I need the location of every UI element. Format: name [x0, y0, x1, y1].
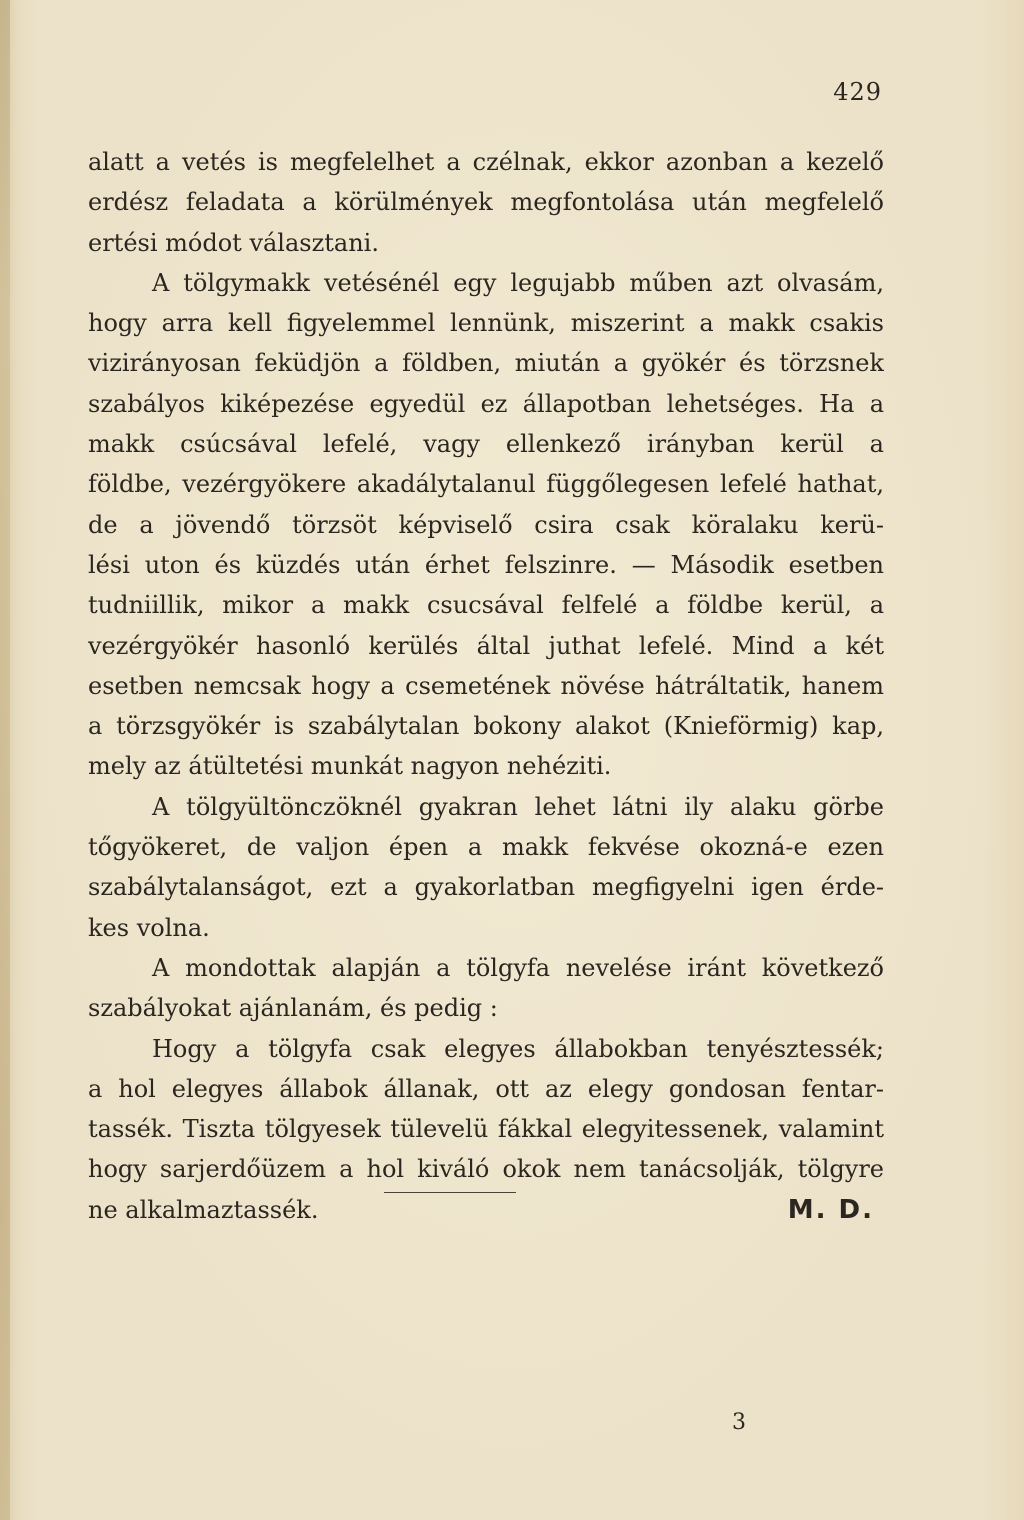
text-line: hogy sarjerdőüzem a hol kiváló okok nem tanácsolják, tölgyre	[88, 1155, 884, 1184]
text-line: tudniillik, mikor a makk csucsával felfelé a földbe kerül, a	[88, 591, 884, 620]
text-line: szabályokat ajánlanám, és pedig :	[88, 994, 498, 1023]
text-line	[88, 1190, 884, 1230]
text-line: földbe, vezérgyökere akadálytalanul függőlegesen lefelé hathat,	[88, 470, 884, 499]
text-line: vezérgyökér hasonló kerülés által juthat lefelé. Mind a két	[88, 631, 884, 660]
text-line: erdész feladata a körülmények megfontolása után megfelelő	[88, 188, 884, 217]
text-line: mely az átültetési munkát nagyon nehéziti.	[88, 752, 612, 781]
text-line: ertési módot választani.	[88, 228, 379, 257]
text-line: A tölgymakk vetésénél egy legujabb műben azt olvasám,	[152, 268, 884, 297]
text-line: szabályos kiképezése egyedül ez állapotban lehetséges. Ha a	[88, 389, 884, 418]
text-line: hogy arra kell figyelemmel lennünk, miszerint a makk csakis	[88, 309, 884, 338]
author-signature: M. D.	[787, 1194, 874, 1225]
signature-mark: 3	[732, 1410, 746, 1435]
page-number: 429	[833, 78, 882, 106]
text-line: szabálytalanságot, ezt a gyakorlatban megfigyelni igen érde-	[88, 873, 884, 902]
text-line: kes volna.	[88, 913, 210, 942]
text-line: Hogy a tölgyfa csak elegyes állabokban tenyésztessék;	[152, 1034, 884, 1063]
text-line: alatt a vetés is megfelelhet a czélnak, ekkor azonban a kezelő	[88, 148, 884, 176]
page-edge-stain	[0, 0, 10, 1520]
text-line: de a jövendő törzsöt képviselő csira csak köralaku kerü-	[88, 510, 884, 539]
text-line: vizirányosan feküdjön a földben, miután a gyökér és törzsnek	[88, 349, 884, 378]
text-line: lési uton és küzdés után érhet felszinre. — Második esetben	[88, 550, 884, 579]
text-line: A mondottak alapján a tölgyfa nevelése iránt következő	[152, 953, 884, 982]
text-line: a hol elegyes állabok állanak, ott az elegy gondosan fentar-	[88, 1074, 884, 1103]
section-divider-rule	[384, 1192, 516, 1193]
body-text	[88, 142, 884, 1230]
text-line: a törzsgyökér is szabálytalan bokony alakot (Knieförmig) kap,	[88, 712, 884, 741]
text-line: tassék. Tiszta tölgyesek tülevelü fákkal elegyitessenek, valamint	[88, 1115, 884, 1144]
text-line: A tölgyültönczöknél gyakran lehet látni ily alaku görbe	[152, 792, 884, 821]
text-line: esetben nemcsak hogy a csemetének növése hátráltatik, hanem	[88, 671, 884, 700]
text-line-content: ne alkalmaztassék.	[88, 1195, 319, 1224]
text-line: tőgyökeret, de valjon épen a makk fekvése okozná-e ezen	[88, 833, 884, 862]
text-line: makk csúcsával lefelé, vagy ellenkező irányban kerül a	[88, 430, 884, 459]
